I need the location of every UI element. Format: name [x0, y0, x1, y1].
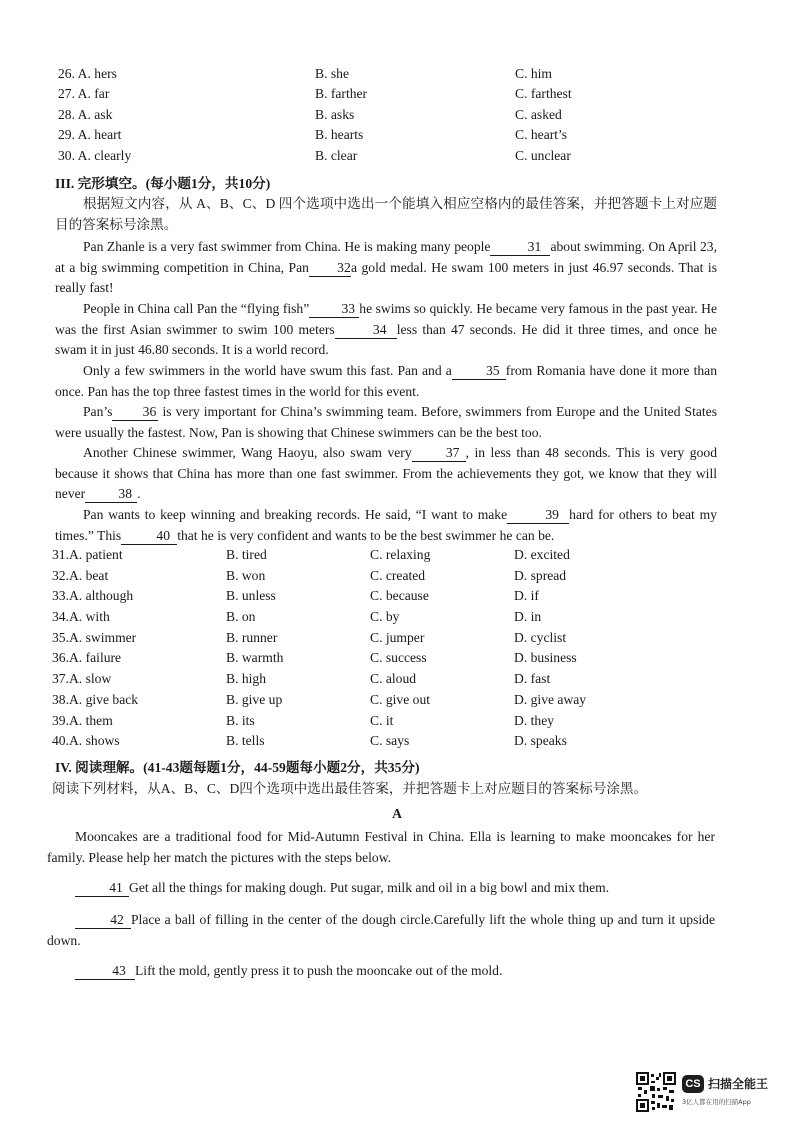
- option-c: C. give out: [370, 691, 431, 707]
- cloze-blank-38: 38: [85, 486, 137, 503]
- option-text: C. farthest: [515, 86, 572, 102]
- option-text: B. farther: [315, 86, 368, 102]
- option-text: A. clearly: [77, 147, 132, 163]
- cloze-paragraph-4: [55, 402, 717, 443]
- cloze-paragraph-5: [55, 443, 717, 505]
- qr-code-icon: [636, 1072, 676, 1112]
- cloze-paragraph-3: [55, 361, 717, 402]
- cloze-option-row: [52, 690, 632, 711]
- cloze-blank-33: 33: [309, 301, 359, 318]
- option-b: B. its: [226, 712, 255, 728]
- section3-instructions: 根据短文内容，从 A、B、C、D 四个选项中选出一个能填入相应空格内的最佳答案，并把答题卡上对应题目的答案标号涂黑。: [55, 196, 717, 232]
- option-cell: [515, 125, 618, 145]
- option-cell: [315, 146, 515, 166]
- option-d: D. speaks: [514, 733, 567, 749]
- camscanner-logo-icon: CS: [682, 1075, 704, 1093]
- cloze-text: is very important for China’s swimming team. Before, swimmers from Europe and the United States were usually the fastest. Now, Pan is showing that Chinese swimmers can be the best too.: [55, 404, 717, 440]
- cloze-text: hard for others to beat my times.” This: [55, 507, 717, 543]
- option-a: 39.A. them: [52, 712, 113, 728]
- option-cell: [58, 84, 315, 104]
- passage-label: A: [392, 806, 402, 821]
- option-c: C. jumper: [370, 629, 425, 645]
- option-cell: [315, 105, 515, 125]
- option-row: [58, 105, 618, 125]
- cloze-option-row: [52, 628, 632, 649]
- option-a: 37.A. slow: [52, 671, 112, 687]
- option-cell: [58, 64, 315, 84]
- option-d: D. in: [514, 609, 542, 625]
- cloze-text: that he is very confident and wants to be the best swimmer he can be.: [177, 527, 555, 543]
- option-b: B. tells: [226, 733, 265, 749]
- cloze-blank-34: 34: [335, 322, 397, 339]
- option-a: 40.A. shows: [52, 733, 120, 749]
- option-b: B. high: [226, 671, 267, 687]
- cloze-blank-40: 40: [121, 528, 177, 545]
- cloze-option-row: [52, 648, 632, 669]
- option-cell: [58, 125, 315, 145]
- cloze-text: Another Chinese swimmer, Wang Haoyu, also swam very: [83, 445, 412, 460]
- cloze-text: Only a few swimmers in the world have swum this fast. Pan and a: [83, 363, 452, 378]
- cloze-paragraph-2: [55, 299, 717, 361]
- option-text: C. him: [515, 66, 553, 81]
- cloze-blank-31: 31: [490, 239, 550, 256]
- option-text: B. clear: [315, 147, 358, 163]
- option-d: D. they: [514, 712, 555, 728]
- step-blank-42: 42: [75, 912, 131, 929]
- cloze-blank-32: 32: [309, 260, 351, 277]
- option-c: C. says: [370, 733, 410, 749]
- cloze-option-row: [52, 711, 632, 732]
- question-number: 29.: [58, 127, 75, 143]
- cloze-option-row: [52, 545, 632, 566]
- cloze-paragraph-6: [55, 505, 717, 546]
- prev-options-list: [58, 64, 618, 166]
- option-a: 31.A. patient: [52, 547, 123, 562]
- option-c: C. success: [370, 650, 427, 666]
- option-c: C. created: [370, 567, 426, 583]
- option-d: D. business: [514, 650, 577, 666]
- option-text: A. far: [77, 86, 110, 102]
- match-step-42: [47, 910, 715, 951]
- cloze-text: from Romania have done it more than once. Pan has the top three fastest times in the world for this event.: [55, 363, 717, 399]
- step-blank-41: 41: [75, 880, 129, 897]
- option-a: 32.A. beat: [52, 567, 109, 583]
- step-text: Place a ball of filling in the center of the dough circle.Carefully lift the whole thing up and turn it upside down.: [47, 912, 715, 948]
- option-d: D. if: [514, 588, 539, 604]
- cloze-option-row: [52, 586, 632, 607]
- option-c: C. relaxing: [370, 547, 431, 562]
- option-row: [58, 84, 618, 104]
- option-cell: [58, 146, 315, 166]
- question-number: 26.: [58, 66, 75, 81]
- cloze-option-row: [52, 566, 632, 587]
- cloze-text: a gold medal. He swam 100 meters in just 46.97 seconds. That is really fast!: [55, 259, 717, 295]
- option-row: [58, 64, 618, 84]
- cloze-options-list: [52, 545, 632, 752]
- question-number: 30.: [58, 147, 75, 163]
- option-d: D. fast: [514, 671, 551, 687]
- cloze-text: , in less than 48 seconds. This is very good because it shows that China has more than one fast swimmer. From the achievements they got, we know that they will never: [55, 445, 717, 501]
- option-d: D. cyclist: [514, 629, 567, 645]
- option-cell: [515, 84, 618, 104]
- option-cell: [315, 84, 515, 104]
- cloze-text: Pan Zhanle is a very fast swimmer from China. He is making many people: [83, 239, 491, 254]
- option-c: C. because: [370, 588, 429, 604]
- option-text: A. heart: [77, 127, 122, 143]
- option-a: 36.A. failure: [52, 650, 122, 666]
- option-d: D. excited: [514, 547, 570, 562]
- match-step-43: [47, 961, 715, 982]
- option-b: B. tired: [226, 547, 267, 562]
- option-d: D. give away: [514, 691, 587, 707]
- option-cell: [515, 64, 618, 84]
- step-blank-43: 43: [75, 963, 135, 980]
- match-step-41: [47, 878, 715, 899]
- option-b: B. give up: [226, 691, 283, 707]
- cloze-option-row: [52, 607, 632, 628]
- option-cell: [515, 146, 618, 166]
- cloze-text: Pan’s: [83, 404, 113, 419]
- cloze-paragraph-1: [55, 237, 717, 299]
- question-number: 28.: [58, 106, 75, 122]
- cloze-text: he swims so quickly. He became very famous in the past year. He was the first Asian swimmer to swim 100 meters: [55, 301, 717, 337]
- option-c: C. aloud: [370, 671, 417, 687]
- cloze-blank-35: 35: [452, 363, 506, 380]
- option-b: B. won: [226, 567, 266, 583]
- option-cell: [58, 105, 315, 125]
- option-a: 33.A. although: [52, 588, 134, 604]
- question-number: 27.: [58, 86, 75, 102]
- option-c: C. by: [370, 609, 400, 625]
- cloze-option-row: [52, 731, 632, 752]
- option-c: C. it: [370, 712, 394, 728]
- option-a: 34.A. with: [52, 609, 110, 625]
- option-text: C. unclear: [515, 147, 571, 163]
- option-text: C. heart’s: [515, 127, 568, 143]
- option-row: [58, 146, 618, 166]
- option-text: B. she: [315, 66, 349, 81]
- option-text: B. asks: [315, 106, 355, 122]
- step-text: Get all the things for making dough. Put sugar, milk and oil in a big bowl and mix them.: [129, 880, 610, 895]
- cloze-blank-39: 39: [507, 507, 569, 524]
- option-cell: [315, 64, 515, 84]
- option-text: C. asked: [515, 106, 562, 122]
- option-text: B. hearts: [315, 127, 364, 143]
- option-a: 38.A. give back: [52, 691, 139, 707]
- step-text: Lift the mold, gently press it to push the mooncake out of the mold.: [135, 963, 503, 978]
- option-b: B. runner: [226, 629, 278, 645]
- cloze-option-row: [52, 669, 632, 690]
- cloze-text: Pan wants to keep winning and breaking records. He said, “I want to make: [83, 507, 508, 522]
- option-cell: [515, 105, 618, 125]
- scanner-app-name: 扫描全能王: [708, 1077, 769, 1091]
- cloze-text: People in China call Pan the “flying fish”: [83, 301, 310, 316]
- cloze-text: .: [137, 486, 141, 501]
- section3-title: III. 完形填空。(每小题1分，共10分): [55, 176, 271, 191]
- option-row: [58, 125, 618, 145]
- option-a: 35.A. swimmer: [52, 629, 137, 645]
- option-b: B. warmth: [226, 650, 284, 666]
- option-d: D. spread: [514, 567, 567, 583]
- option-text: A. ask: [77, 106, 113, 122]
- cloze-blank-37: 37: [412, 445, 466, 462]
- section4-instructions: 阅读下列材料，从A、B、C、D四个选项中选出最佳答案，并把答题卡上对应题目的答案标号涂黑。: [52, 781, 648, 796]
- cloze-text: about swimming. On April 23, at a big swimming competition in China, Pan: [55, 239, 717, 275]
- option-b: B. unless: [226, 588, 276, 604]
- option-text: A. hers: [77, 66, 117, 81]
- cloze-text: less than 47 seconds. He did it three times, and once he swam it in just 46.80 seconds. It is a world record.: [55, 321, 718, 357]
- section4-title: IV. 阅读理解。(41-43题每题1分，44-59题每小题2分，共35分): [55, 760, 420, 775]
- passage-intro: Mooncakes are a traditional food for Mid-Autumn Festival in China. Ella is learning to make mooncakes for her family. Please help her match the pictures with the steps below.: [47, 829, 715, 865]
- option-b: B. on: [226, 609, 256, 625]
- cloze-blank-36: 36: [112, 404, 158, 421]
- option-cell: [315, 125, 515, 145]
- scanner-tagline: 3亿人都在用的扫描App: [682, 1098, 751, 1106]
